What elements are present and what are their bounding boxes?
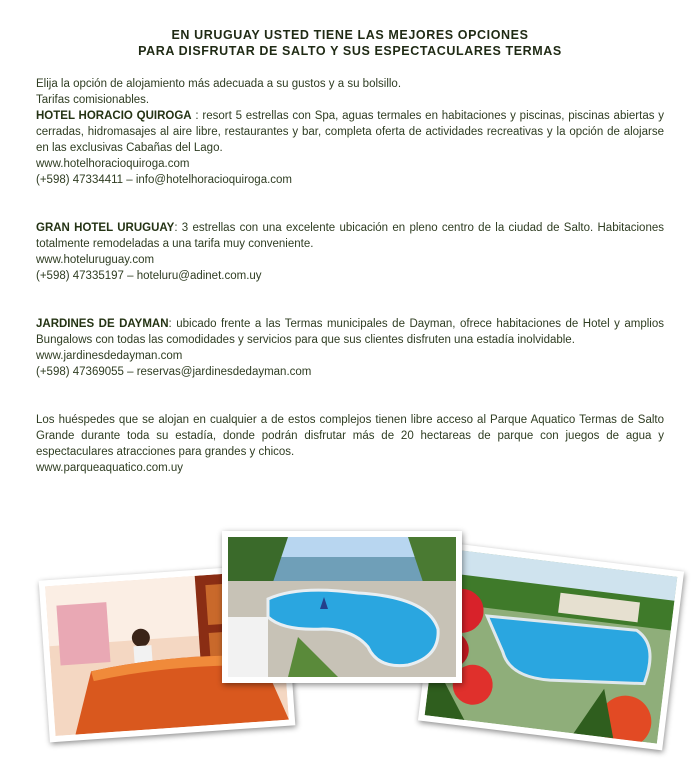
hotel-contact: (+598) 47334411 – info@hotelhoracioquiroga.com: [36, 174, 293, 186]
hotel-description-text: : resort 5 estrellas con Spa, aguas termales en habitaciones y piscinas, piscinas abiertas y cerradas, hidromasajes al aire libre, restaurantes y bar, completa oferta de actividades recreativas y la opción de alojarse en las exclusivas Cabañas del Lago.: [36, 110, 665, 154]
hotel-description: [36, 220, 664, 252]
closing-text: Los huéspedes que se alojan en cualquier a de estos complejos tienen libre acceso al Parque Aquatico Termas de Salto Grande durante toda su estadía, donde podrán disfrutar más de 20 hectareas de parque con juegos de agua y espectaculares atracciones para grandes y chicos.: [36, 414, 664, 458]
hotel-contact: (+598) 47335197 – hoteluru@adinet.com.uy: [36, 270, 262, 282]
hotel-name: JARDINES DE DAYMAN: [36, 318, 169, 330]
heading-line-2: PARA DISFRUTAR DE SALTO Y SUS ESPECTACULARES TERMAS: [138, 44, 562, 58]
hotel-entry: [36, 220, 664, 284]
closing-paragraph: [36, 412, 664, 476]
hotel-website-link[interactable]: www.hotelhoracioquiroga.com: [36, 158, 190, 170]
hotel-description: [36, 108, 664, 156]
hotel-name: GRAN HOTEL URUGUAY: [36, 222, 175, 234]
parque-website-link[interactable]: www.parqueaquatico.com.uy: [36, 462, 184, 474]
hotel-description: [36, 316, 664, 348]
intro-line-1: Elija la opción de alojamiento más adecuada a su gustos y a su bolsillo.: [36, 78, 402, 90]
content: [36, 76, 664, 476]
hotel-description-text: : 3 estrellas con una excelente ubicación en pleno centro de la ciudad de Salto. Habitaciones totalmente remodeladas a una tarifa muy conveniente.: [36, 222, 664, 250]
hotel-contact: (+598) 47369055 – reservas@jardinesdedayman.com: [36, 366, 312, 378]
page-heading: [0, 27, 700, 59]
heading-line-1: EN URUGUAY USTED TIENE LAS MEJORES OPCIONES: [171, 28, 529, 42]
hotel-website-link[interactable]: www.jardinesdedayman.com: [36, 350, 183, 362]
intro-paragraph: [36, 76, 664, 108]
pool-flowers-image: [425, 548, 678, 743]
pool-lake-image: [228, 537, 456, 677]
pool-lake-photo: [222, 531, 462, 683]
hotel-entry: [36, 316, 664, 380]
hotel-description-text: : ubicado frente a las Termas municipales de Dayman, ofrece habitaciones de Hotel y amplios Bungalows con todas las comodidades y servicios para que sus clientes disfruten una estadía inolvidable.: [36, 318, 664, 346]
hotel-website-link[interactable]: www.hoteluruguay.com: [36, 254, 155, 266]
intro-line-2: Tarifas comisionables.: [36, 94, 150, 106]
hotel-name: HOTEL HORACIO QUIROGA: [36, 110, 192, 122]
hotel-entry: [36, 108, 664, 188]
